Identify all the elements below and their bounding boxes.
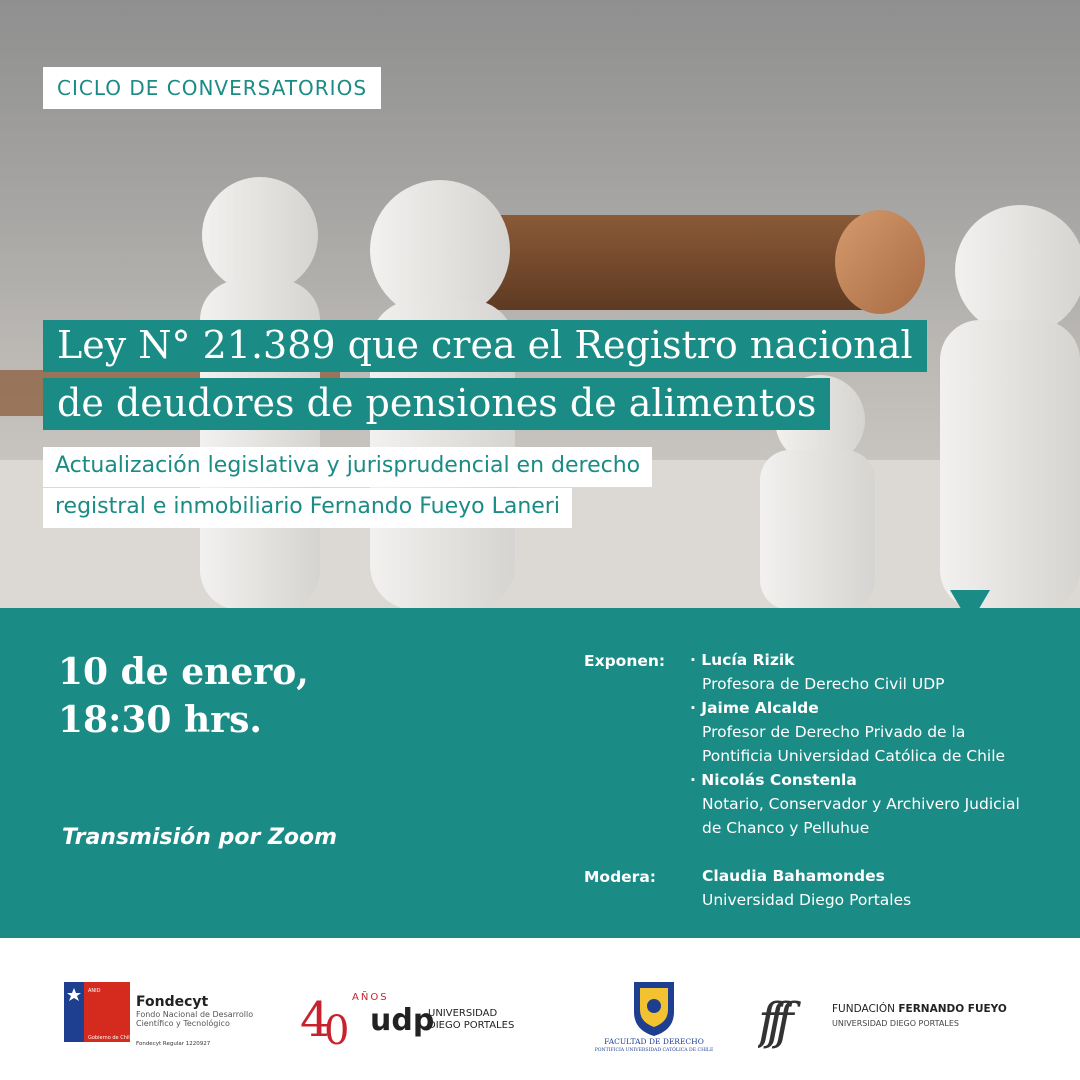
- uc-line1: FACULTAD DE DERECHO: [604, 1037, 704, 1046]
- subtitle-line-2: registral e inmobiliario Fernando Fueyo Laneri: [43, 488, 572, 528]
- udp-40-years-icon: [300, 986, 540, 1046]
- uc-law-logo: [576, 978, 732, 1052]
- fueyo-fff-icon: [758, 986, 1028, 1056]
- speaker-desc: Profesor de Derecho Privado de la: [702, 723, 966, 741]
- title-line-2: de deudores de pensiones de alimentos: [43, 378, 830, 430]
- speaker-item: [690, 648, 1020, 696]
- speaker-name: · Nicolás Constenla: [690, 771, 857, 789]
- speakers-label: Exponen:: [584, 652, 666, 670]
- fondecyt-line2: Científico y Tecnológico: [136, 1019, 230, 1028]
- date-line-2: 18:30 hrs.: [58, 699, 262, 741]
- moderator-info: [702, 864, 911, 912]
- fondecyt-name: Fondecyt: [136, 994, 209, 1010]
- fondecyt-logo: [64, 982, 264, 1062]
- event-date: [58, 648, 309, 744]
- series-tag: CICLO DE CONVERSATORIOS: [43, 67, 381, 109]
- fueyo-line2: UNIVERSIDAD DIEGO PORTALES: [832, 1019, 959, 1028]
- gov-top: ANID: [88, 988, 101, 994]
- moderator-affiliation: Universidad Diego Portales: [702, 891, 912, 909]
- gov-bottom: Gobierno de Chile: [88, 1035, 133, 1041]
- udp-logo: [300, 986, 540, 1046]
- speaker-item: [690, 768, 1020, 840]
- sponsor-footer: [0, 938, 1080, 1080]
- udp-anos: AÑOS: [352, 992, 389, 1003]
- fondecyt-note: Fondecyt Regular 1220927: [136, 1041, 211, 1047]
- udp-years-4: 4: [300, 992, 331, 1046]
- title-line-1: Ley N° 21.389 que crea el Registro nacional: [43, 320, 927, 372]
- fueyo-line1: FUNDACIÓN FERNANDO FUEYO: [832, 1003, 1007, 1015]
- speaker-desc: Pontificia Universidad Católica de Chile: [702, 747, 1006, 765]
- date-line-1: 10 de enero,: [58, 651, 309, 693]
- speaker-desc: Notario, Conservador y Archivero Judicial: [702, 795, 1020, 813]
- band-notch: [950, 590, 990, 624]
- speaker-desc: de Chanco y Pelluhue: [702, 819, 870, 837]
- udp-years-0: 0: [324, 1008, 350, 1046]
- udp-line2: DIEGO PORTALES: [428, 1020, 515, 1031]
- subtitle-line-1: Actualización legislativa y jurisprudencial en derecho: [43, 447, 652, 487]
- uc-line2: PONTIFICIA UNIVERSIDAD CATÓLICA DE CHILE: [594, 1048, 714, 1052]
- moderator-name: Claudia Bahamondes: [702, 867, 885, 885]
- speaker-desc: Profesora de Derecho Civil UDP: [702, 675, 945, 693]
- speaker-item: [690, 696, 1020, 768]
- speaker-name: · Jaime Alcalde: [690, 699, 819, 717]
- fueyo-mark: fff: [758, 992, 784, 1050]
- fondecyt-line1: Fondo Nacional de Desarrollo: [136, 1010, 254, 1019]
- info-band: [0, 608, 1080, 938]
- uc-shield-icon: [576, 978, 732, 1052]
- udp-line1: UNIVERSIDAD: [428, 1008, 498, 1019]
- fondecyt-emblem-icon: [64, 982, 264, 1062]
- speakers-list: [690, 648, 1020, 840]
- fueyo-foundation-logo: [758, 986, 1028, 1056]
- udp-brand: udp: [370, 1003, 435, 1038]
- moderator-label: Modera:: [584, 868, 656, 886]
- broadcast-info: Transmisión por Zoom: [62, 825, 338, 850]
- speaker-name: · Lucía Rizik: [690, 651, 795, 669]
